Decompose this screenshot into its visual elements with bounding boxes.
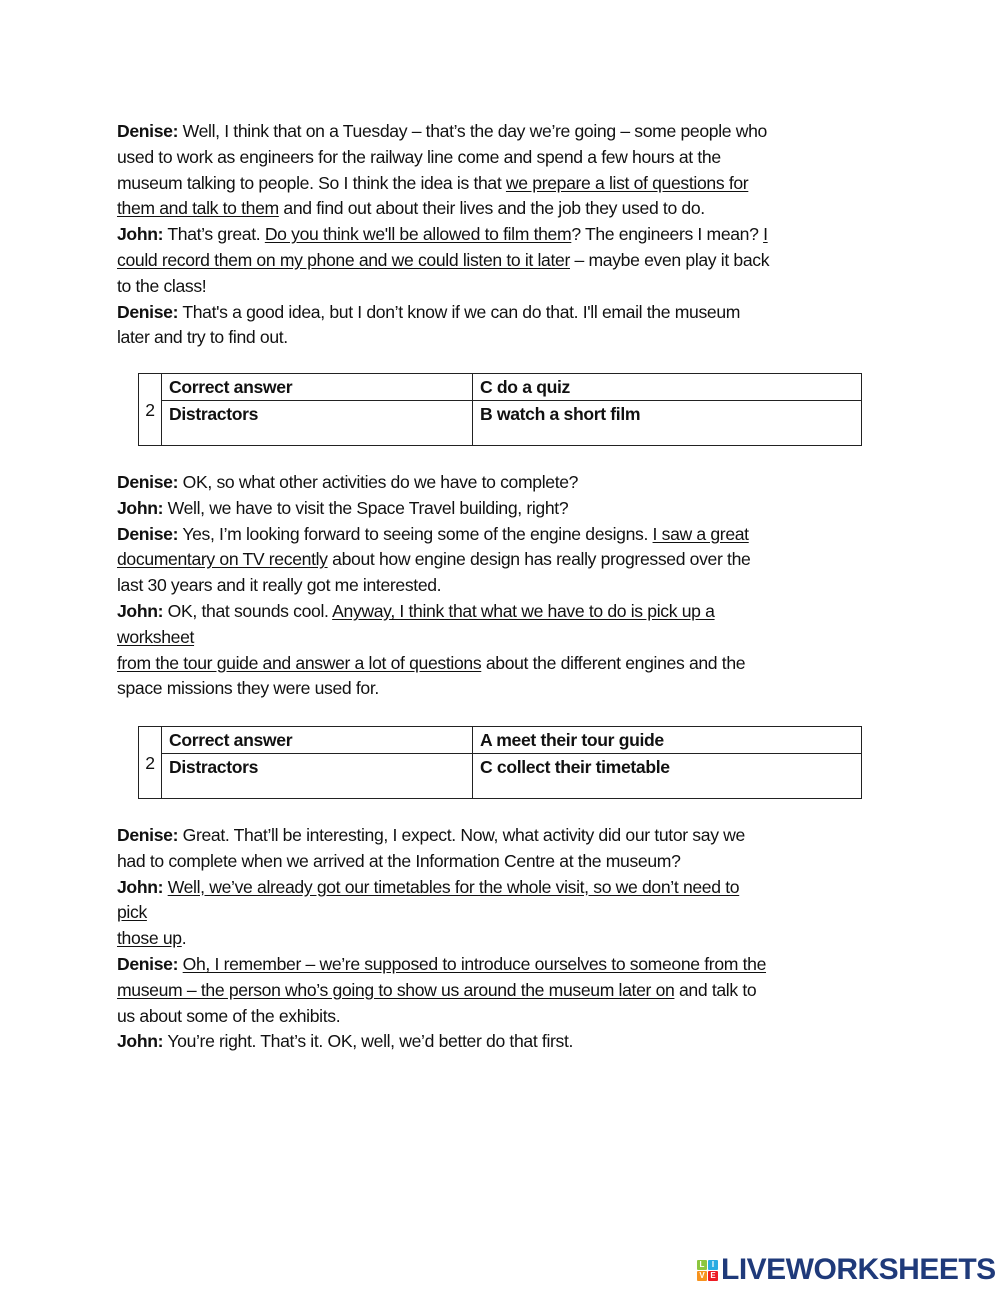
underlined-text: we prepare a list of questions for [505, 172, 749, 193]
dialogue-text: Well, I think that on a Tuesday – that’s the day we’re going – some people who [178, 121, 767, 141]
dialogue-text: and find out about their lives and the job they used to do. [278, 198, 705, 219]
logo-text: LIVEWORKSHEETS [721, 1253, 996, 1286]
dialogue-line [117, 977, 756, 1003]
underlined-text: worksheet [117, 626, 195, 647]
correct-answer-value: C do a quiz [473, 374, 862, 401]
dialogue-line [117, 221, 768, 247]
dialogue-line [117, 650, 745, 676]
dialogue-text: about the different engines and the [481, 652, 746, 673]
dialogue-text: That’s great. [163, 224, 265, 245]
logo-block: I [708, 1260, 718, 1270]
distractors-label: Distractors [162, 401, 473, 446]
question-number: 2 [139, 727, 162, 799]
dialogue-line [117, 624, 194, 650]
speaker-name: Denise: [117, 121, 179, 141]
dialogue-line [117, 598, 715, 624]
underlined-text: Oh, I remember – we’re supposed to introduce ourselves to someone from the [182, 954, 767, 974]
dialogue-line [117, 899, 147, 925]
dialogue-line [117, 675, 379, 701]
speaker-name: John: [117, 497, 164, 518]
speaker-name: John: [117, 876, 164, 897]
dialogue-line [117, 1028, 573, 1054]
speaker-name: Denise: [117, 825, 179, 845]
dialogue-text: museum talking to people. So I think the idea is that [117, 172, 506, 193]
dialogue-text: us about some of the exhibits. [117, 1005, 341, 1026]
speaker-name: John: [117, 1031, 164, 1052]
underlined-text: I saw a great [652, 523, 749, 544]
underlined-text: from the tour guide and answer a lot of questions [117, 652, 482, 673]
answer-table-1 [138, 373, 862, 446]
dialogue-text: ? The engineers I mean? [571, 224, 764, 245]
logo-block: L [697, 1260, 707, 1270]
question-number: 2 [139, 374, 162, 446]
underlined-text: pick [117, 902, 147, 923]
dialogue-line [117, 469, 578, 495]
dialogue-text: That's a good idea, but I don’t know if we can do that. I'll email the museum [178, 301, 741, 322]
answer-table-2 [138, 726, 862, 799]
dialogue-text: used to work as engineers for the railway line come and spend a few hours at the [117, 146, 721, 167]
dialogue-text: had to complete when we arrived at the Information Centre at the museum? [117, 850, 681, 871]
underlined-text: Anyway, I think that what we have to do is pick up a [332, 601, 715, 621]
dialogue-line [117, 118, 767, 144]
speaker-name: John: [117, 601, 164, 621]
dialogue-text: – maybe even play it back [569, 250, 770, 270]
dialogue-line [117, 299, 740, 325]
dialogue-line [117, 195, 705, 221]
dialogue-line [117, 848, 681, 874]
liveworksheets-logo[interactable] [697, 1255, 996, 1285]
dialogue-text: about how engine design has really progressed over the [327, 549, 751, 570]
underlined-text: documentary on TV recently [117, 549, 328, 570]
dialogue-text: later and try to find out. [117, 327, 288, 348]
underlined-text: Well, we’ve already got our timetables for the whole visit, so we don’t need to [167, 876, 740, 897]
correct-answer-value: A meet their tour guide [473, 727, 862, 754]
dialogue-text: last 30 years and it really got me interested. [117, 575, 442, 596]
speaker-name: Denise: [117, 472, 179, 492]
dialogue-line [117, 144, 721, 170]
dialogue-text: space missions they were used for. [117, 678, 379, 699]
distractors-label: Distractors [162, 754, 473, 799]
dialogue-text: OK, that sounds cool. [163, 601, 333, 621]
correct-answer-label: Correct answer [162, 374, 473, 401]
underlined-text: could record them on my phone and we could listen to it later [117, 250, 570, 270]
speaker-name: Denise: [117, 301, 179, 322]
underlined-text: Do you think we'll be allowed to film them [264, 224, 572, 245]
underlined-text: those up [117, 928, 182, 949]
dialogue-line [117, 324, 288, 350]
dialogue-text: You’re right. That’s it. OK, well, we’d better do that first. [163, 1031, 574, 1052]
dialogue-line [117, 572, 441, 598]
dialogue-text: and talk to [674, 979, 757, 1000]
dialogue-line [117, 170, 748, 196]
underlined-text: museum – the person who’s going to show us around the museum later on [117, 979, 675, 1000]
dialogue-line [117, 546, 750, 572]
logo-block: E [708, 1271, 718, 1281]
distractors-value: B watch a short film [473, 401, 862, 446]
dialogue-text: Great. That’ll be interesting, I expect. Now, what activity did our tutor say we [178, 825, 745, 845]
dialogue-line [117, 1003, 340, 1029]
dialogue-text: to the class! [117, 275, 207, 296]
dialogue-line [117, 925, 186, 951]
dialogue-text: Well, we have to visit the Space Travel building, right? [163, 497, 569, 518]
dialogue-line [117, 822, 745, 848]
dialogue-line [117, 874, 739, 900]
dialogue-text: . [181, 928, 187, 949]
dialogue-line [117, 273, 206, 299]
speaker-name: Denise: [117, 954, 179, 974]
dialogue-line [117, 521, 749, 547]
dialogue-line [117, 951, 766, 977]
speaker-name: John: [117, 224, 164, 245]
correct-answer-label: Correct answer [162, 727, 473, 754]
underlined-text: I [763, 224, 768, 245]
logo-block: V [697, 1271, 707, 1281]
dialogue-text: OK, so what other activities do we have to complete? [178, 472, 579, 492]
dialogue-line [117, 247, 769, 273]
speaker-name: Denise: [117, 523, 179, 544]
underlined-text: them and talk to them [117, 198, 279, 219]
dialogue-line [117, 495, 568, 521]
dialogue-text: Yes, I’m looking forward to seeing some of the engine designs. [178, 523, 653, 544]
live-blocks-icon [697, 1260, 718, 1281]
distractors-value: C collect their timetable [473, 754, 862, 799]
